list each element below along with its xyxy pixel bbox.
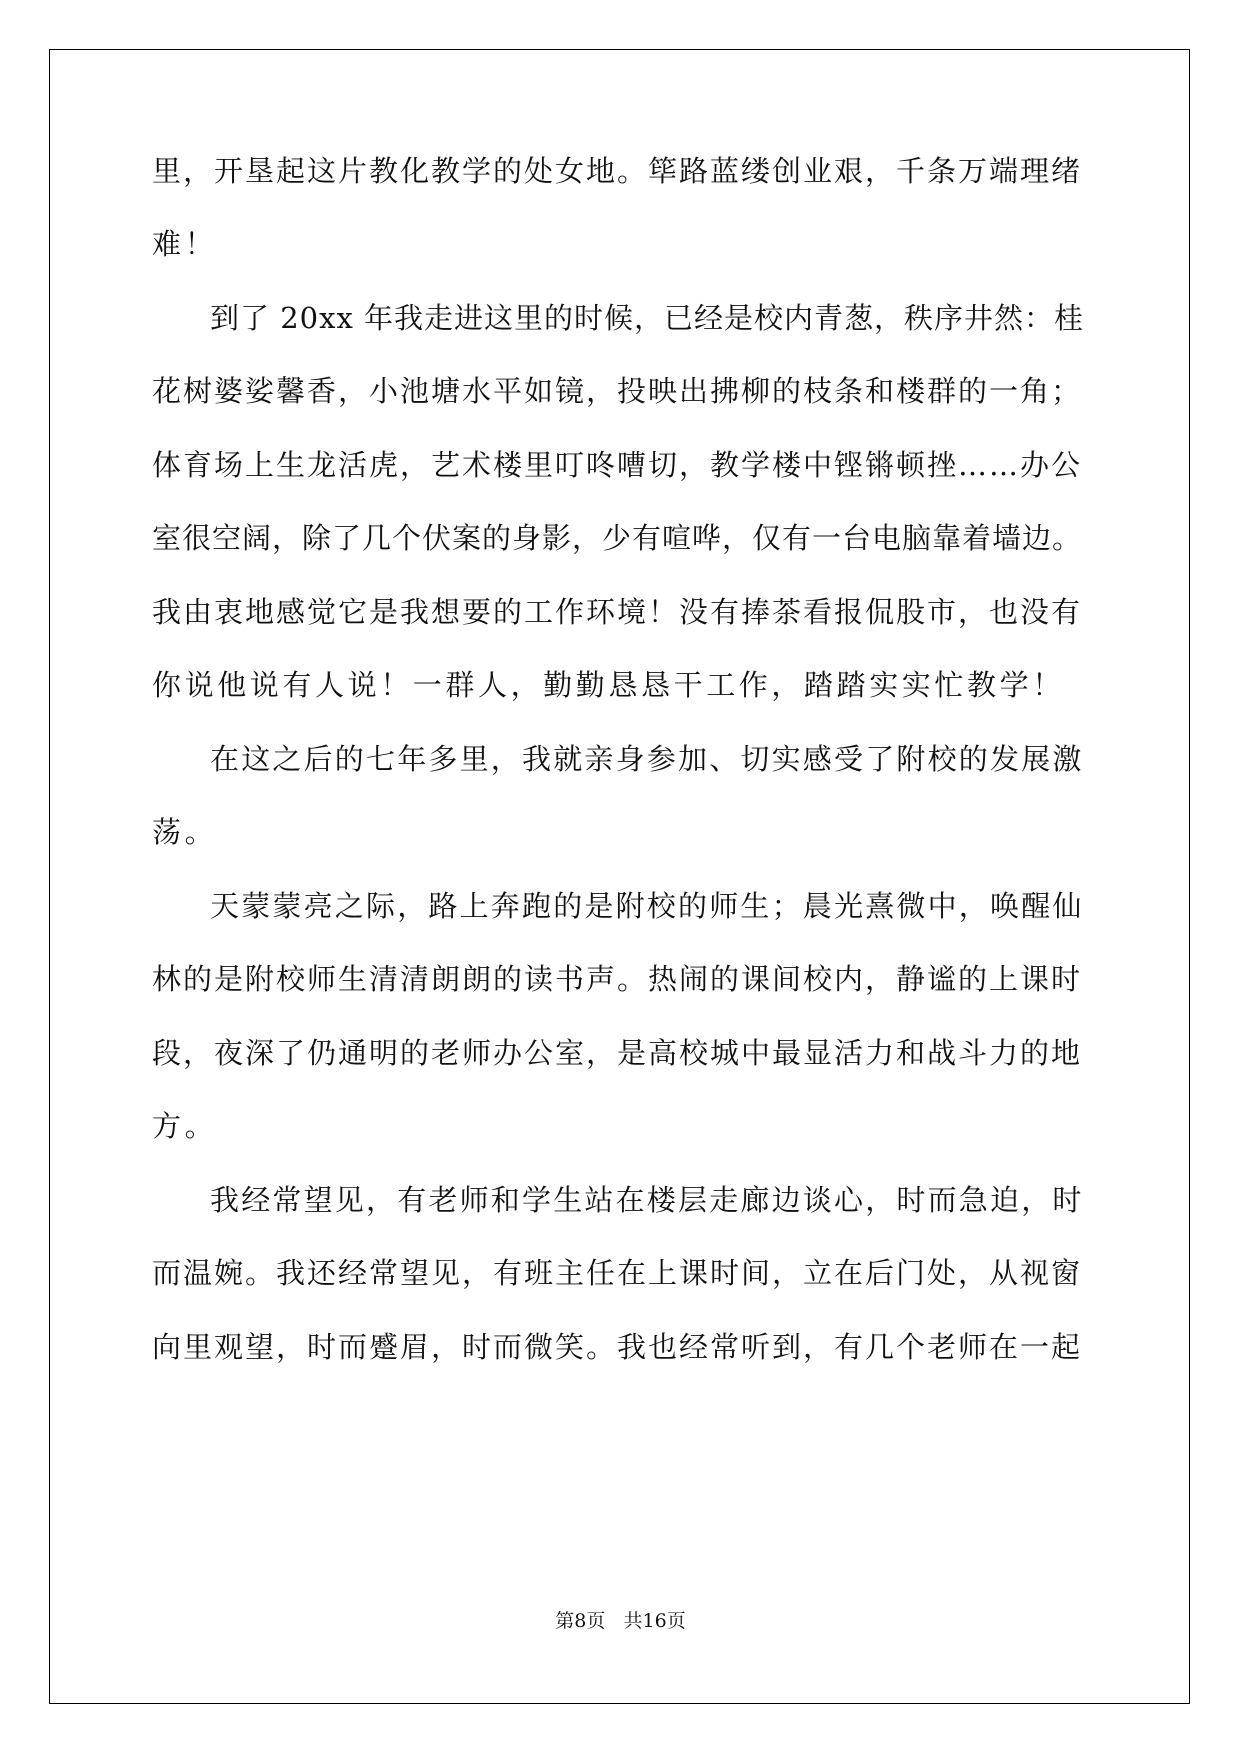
text-line: 室很空阔，除了几个伏案的身影，少有喧哗，仅有一台电脑靠着墙边。 — [152, 521, 1083, 555]
text-line: 方。 — [152, 1109, 218, 1143]
text-line: 在这之后的七年多里，我就亲身参加、切实感受了附校的发展激 — [210, 742, 1084, 776]
text-line: 里，开垦起这片教化教学的处女地。筚路蓝缕创业艰，千条万端理绪 — [152, 154, 1083, 188]
text-line: 我由衷地感觉它是我想要的工作环境！没有捧茶看报侃股市，也没有 — [152, 595, 1083, 629]
text-line: 向里观望，时而蹙眉，时而微笑。我也经常听到，有几个老师在一起 — [152, 1330, 1083, 1364]
page-total: 共16页 — [623, 1610, 686, 1632]
text-line: 你说他说有人说！一群人，勤勤恳恳干工作，踏踏实实忙教学！ — [152, 668, 1065, 702]
text-line: 天蒙蒙亮之际，路上奔跑的是附校的师生；晨光熹微中，唤醒仙 — [210, 889, 1084, 923]
page-number: 第8页 — [555, 1610, 606, 1632]
text-line: 林的是附校师生清清朗朗的读书声。热闹的课间校内，静谧的上课时 — [152, 962, 1083, 996]
text-line: 而温婉。我还经常望见，有班主任在上课时间，立在后门处，从视窗 — [152, 1256, 1083, 1290]
text-line: 到了 20xx 年我走进这里的时候，已经是校内青葱，秩序井然：桂 — [210, 301, 1085, 335]
text-line: 花树婆娑馨香，小池塘水平如镜，投映出拂柳的枝条和楼群的一角； — [152, 374, 1083, 408]
page-border — [49, 49, 1190, 1704]
text-line: 我经常望见，有老师和学生站在楼层走廊边谈心，时而急迫，时 — [210, 1183, 1084, 1217]
text-line: 荡。 — [152, 815, 218, 849]
page-footer — [0, 1609, 1241, 1633]
text-line: 段，夜深了仍通明的老师办公室，是高校城中最显活力和战斗力的地 — [152, 1036, 1083, 1070]
text-line: 难！ — [152, 227, 218, 261]
text-line: 体育场上生龙活虎，艺术楼里叮咚嘈切，教学楼中铿锵顿挫……办公 — [152, 448, 1083, 482]
